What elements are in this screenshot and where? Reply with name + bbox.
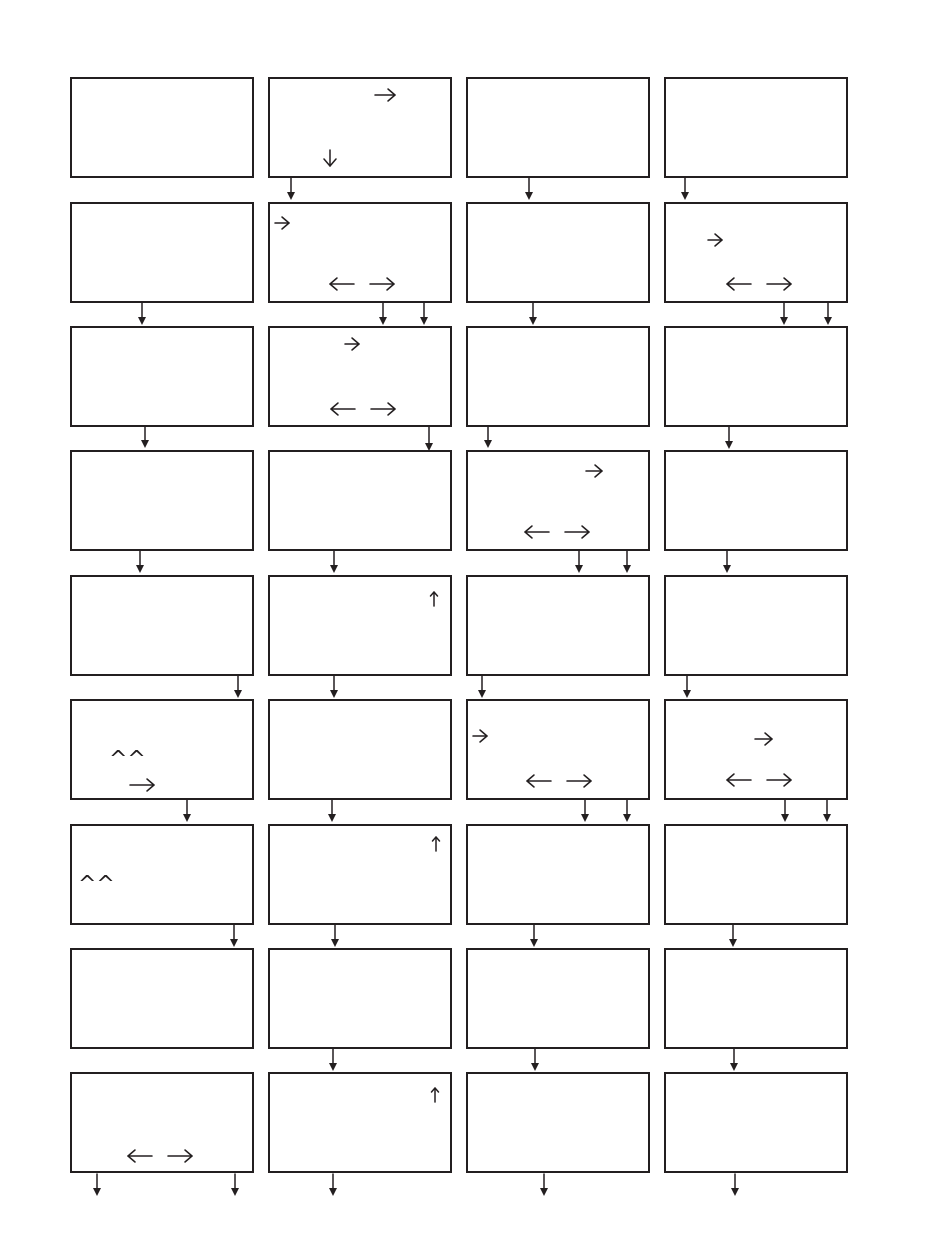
down-connector-arrow [136,551,144,573]
down-connector-arrow [725,426,733,449]
down-connector-arrow [420,302,428,325]
diagram-box-r8-c1 [71,949,253,1048]
down-connector-arrow [623,800,631,822]
diagram-box-r8-c2 [269,949,451,1048]
down-connector-arrow [287,178,295,200]
diagram-box-r5-c3 [467,576,649,675]
diagram-box-r6-c2 [269,700,451,799]
diagram-box-r6-c1 [71,700,253,799]
down-connector-arrow [425,426,433,451]
diagram-box-r9-c2 [269,1073,451,1172]
down-connector-arrow [581,800,589,822]
down-connector-arrow [234,676,242,698]
diagram-box-r2-c1 [71,203,253,302]
down-connector-arrow [824,302,832,325]
diagram-box-r3-c3 [467,327,649,426]
down-connector-arrow [531,1049,539,1071]
down-connector-arrow [478,676,486,698]
diagram-box-r6-c4 [665,700,847,799]
down-connector-arrow [231,1174,239,1196]
diagram-box-r5-c2 [269,576,451,675]
diagram-box-r8-c4 [665,949,847,1048]
down-connector-arrow [781,800,789,822]
diagram-box-r9-c3 [467,1073,649,1172]
diagram-box-r9-c1 [71,1073,253,1172]
diagram-box-r9-c4 [665,1073,847,1172]
down-connector-arrow [379,302,387,325]
caret-text: ^^ [109,747,146,772]
down-connector-arrow [331,925,339,947]
down-connector-arrow [780,302,788,325]
diagram-box-r5-c4 [665,576,847,675]
down-connector-arrow [230,925,238,947]
down-connector-arrow [330,676,338,698]
down-connector-arrow [93,1174,101,1196]
down-connector-arrow [484,426,492,448]
diagram-box-r1-c1 [71,78,253,177]
diagram-box-r5-c1 [71,576,253,675]
diagram-box-r3-c1 [71,327,253,426]
diagram-box-r1-c3 [467,78,649,177]
diagram-box-r3-c2 [269,327,451,426]
diagram-box-r1-c4 [665,78,847,177]
down-connector-arrow [529,302,537,325]
down-connector-arrow [329,1049,337,1071]
down-connector-arrow [525,178,533,200]
down-connector-arrow [329,1174,337,1196]
down-connector-arrow [328,800,336,822]
down-connector-arrow [183,800,191,822]
diagram-box-r1-c2 [269,78,451,177]
diagram-box-r4-c3 [467,451,649,550]
down-connector-arrow [683,676,691,698]
diagram-box-r3-c4 [665,327,847,426]
diagram-box-r2-c3 [467,203,649,302]
diagram-box-r4-c2 [269,451,451,550]
down-connector-arrow [823,800,831,822]
down-connector-arrow [141,426,149,448]
diagram-box-r2-c2 [269,203,451,302]
down-connector-arrow [729,925,737,947]
down-connector-arrow [575,551,583,573]
diagram-box-r8-c3 [467,949,649,1048]
down-connector-arrow [330,551,338,573]
down-connector-arrow [681,178,689,200]
diagram-box-r4-c1 [71,451,253,550]
diagram-box-r6-c3 [467,700,649,799]
caret-text: ^^ [78,872,115,897]
down-connector-arrow [623,551,631,573]
diagram-box-r7-c4 [665,825,847,924]
diagram-box-r4-c4 [665,451,847,550]
down-connector-arrow [530,925,538,947]
down-connector-arrow [138,302,146,325]
diagram-box-r2-c4 [665,203,847,302]
down-connector-arrow [730,1049,738,1071]
down-connector-arrow [723,551,731,573]
down-connector-arrow [731,1174,739,1196]
diagram-box-r7-c3 [467,825,649,924]
diagram-box-r7-c2 [269,825,451,924]
down-connector-arrow [540,1174,548,1196]
